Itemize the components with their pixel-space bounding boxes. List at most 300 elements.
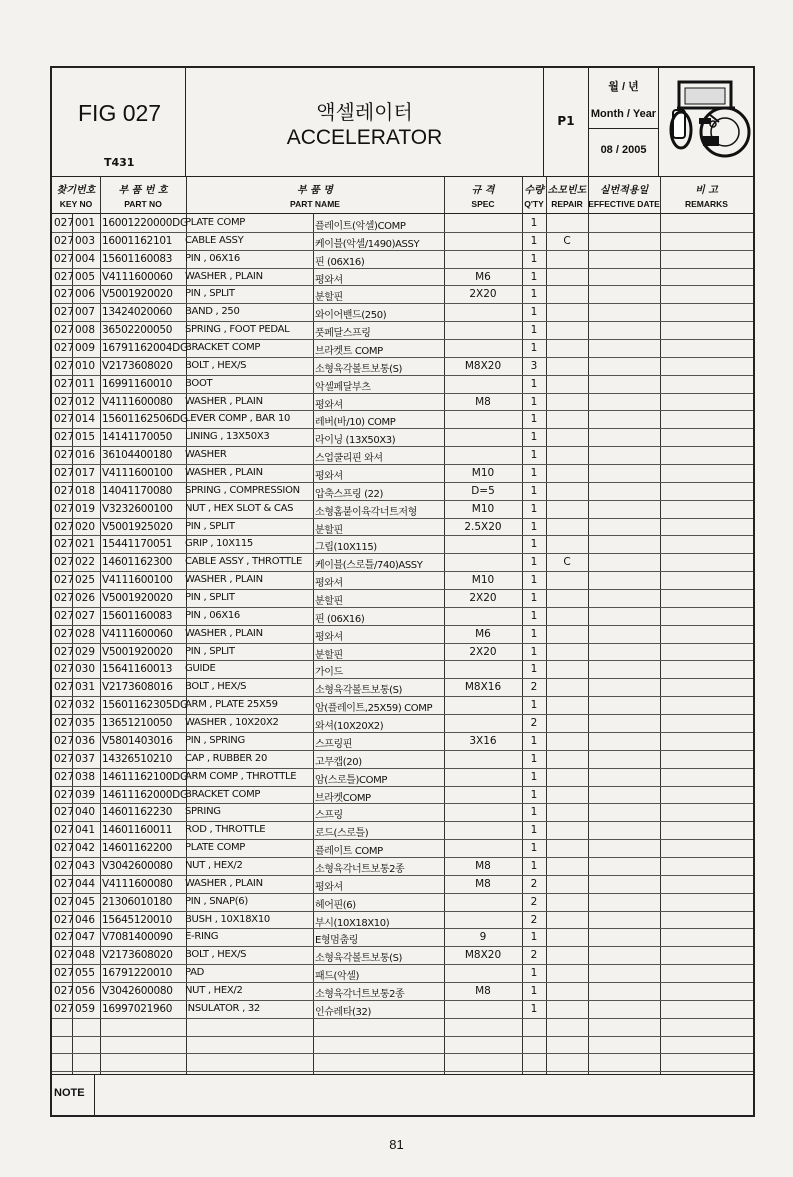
part-name-korean: 분할핀 [315,596,343,608]
part-name-korean: 평와셔 [315,471,343,483]
part-number: V4111600080 [102,395,173,408]
key-number: 028 [75,627,96,640]
quantity: 1 [530,824,538,837]
part-name-korean: 분할핀 [315,649,343,661]
key-number: 014 [75,413,96,426]
key-number: 026 [75,592,96,605]
key-number: 007 [75,306,96,319]
table-row [52,787,753,805]
spec-value: M10 [471,467,495,480]
part-name-korean: 와셔(10X20X2) [315,721,384,733]
key-number: 031 [75,681,96,694]
part-number: 14601162200 [102,842,173,855]
spec-value: 9 [479,931,487,944]
part-name-english: SPRING , FOOT PEDAL [185,324,290,336]
part-name-english: WASHER [185,449,227,461]
quantity: 1 [530,663,538,676]
part-name-english: PIN , 06X16 [185,609,240,621]
part-number: 16791220010 [102,967,173,980]
figure-ref: 027 [54,877,75,890]
tractor-icon [663,74,749,164]
key-number: 030 [75,663,96,676]
quantity: 1 [530,842,538,855]
spec-value: 2X20 [469,645,497,658]
col-remarks-ko: 비 고 [695,185,718,196]
part-name-korean: 라이닝 (13X50X3) [315,435,396,447]
figure-ref: 027 [54,859,75,872]
figure-ref: 027 [54,288,75,301]
table-row [52,447,753,465]
empty-table-row [52,1037,753,1055]
key-number: 042 [75,842,96,855]
quantity: 1 [530,234,538,247]
part-name-english: BRACKET COMP [185,788,261,800]
part-number: V3042600080 [102,859,173,872]
part-name-english: WASHER , PLAIN [185,270,263,282]
figure-ref: 027 [54,592,75,605]
table-row [52,858,753,876]
part-name-english: BRACKET COMP [185,342,261,354]
table-row [52,269,753,287]
key-number: 008 [75,324,96,337]
quantity: 1 [530,556,538,569]
key-number: 027 [75,609,96,622]
quantity: 1 [530,931,538,944]
part-name-english: WASHER , PLAIN [185,627,263,639]
key-number: 001 [75,217,96,229]
part-number: V5001920020 [102,288,173,301]
part-name-korean: 인슈레타(32) [315,1006,371,1018]
table-row [52,697,753,715]
part-number: V5801403016 [102,734,173,747]
quantity: 2 [530,877,538,890]
key-number: 005 [75,270,96,283]
spec-value: M8X20 [464,359,502,372]
table-row [52,876,753,894]
figure-ref: 027 [54,806,75,819]
key-number: 025 [75,574,96,587]
date-value: 08 / 2005 [600,144,647,156]
spec-value: M8 [475,395,491,408]
part-number: 16991160010 [102,377,173,390]
page-code-cell [544,68,589,176]
date-label-korean: 월 / 년 [608,81,639,93]
key-number: 043 [75,859,96,872]
quantity: 1 [530,306,538,319]
part-number: V4111600060 [102,627,173,640]
part-name-korean: 케이블(스로틀/740)ASSY [315,560,423,572]
col-qty-en: Q'TY [524,199,544,209]
date-cell [589,68,659,176]
quantity: 1 [530,395,538,408]
quantity: 2 [530,717,538,730]
table-row [52,304,753,322]
part-number: V3232600100 [102,502,173,515]
table-row [52,912,753,930]
figure-ref: 027 [54,377,75,390]
table-row [52,947,753,965]
title-english: ACCELERATOR [286,126,443,149]
key-number: 047 [75,931,96,944]
figure-ref: 027 [54,967,75,980]
table-row [52,465,753,483]
table-row [52,483,753,501]
key-number: 004 [75,252,96,265]
quantity: 1 [530,324,538,337]
figure-ref: 027 [54,1002,75,1015]
quantity: 1 [530,502,538,515]
spec-value: M6 [475,270,491,283]
part-name-korean: E형멈춤링 [315,935,358,947]
table-row [52,661,753,679]
table-row [52,608,753,626]
part-name-korean: 풋페달스프링 [315,328,371,340]
page-number: 81 [389,1137,404,1152]
table-row [52,358,753,376]
quantity: 1 [530,984,538,997]
figure-ref: 027 [54,449,75,462]
part-name-english: E-RING [185,931,219,943]
table-row [52,929,753,947]
col-qty-ko: 수량 [524,185,544,196]
part-number: 14611162100DG [102,770,188,783]
table-row [52,233,753,251]
part-name-english: ROD , THROTTLE [185,824,266,836]
key-number: 029 [75,645,96,658]
spec-value: 3X16 [469,734,497,747]
figure-ref: 027 [54,984,75,997]
quantity: 1 [530,342,538,355]
figure-ref: 027 [54,324,75,337]
key-number: 022 [75,556,96,569]
part-number: 14601162230 [102,806,173,819]
key-number: 010 [75,359,96,372]
figure-ref: 027 [54,234,75,247]
quantity: 1 [530,788,538,801]
part-name-english: BUSH , 10X18X10 [185,913,270,925]
key-number: 019 [75,502,96,515]
part-name-korean: 로드(스로틀) [315,828,369,840]
table-row [52,733,753,751]
part-number: 21306010180 [102,895,173,908]
part-name-korean: 분할핀 [315,524,343,536]
quantity: 1 [530,1002,538,1015]
col-repair-ko: 소모빈도 [547,185,587,196]
part-number: 16791162004DG [102,342,188,355]
part-name-english: SPRING [185,806,221,818]
quantity: 1 [530,699,538,712]
part-number: 14611162000DG [102,788,188,801]
figure-ref: 027 [54,627,75,640]
table-row [52,983,753,1001]
quantity: 1 [530,520,538,533]
figure-ref: 027 [54,467,75,480]
figure-ref: 027 [54,770,75,783]
part-name-korean: 가이드 [315,667,343,679]
part-number: V5001920020 [102,592,173,605]
part-name-english: WASHER , PLAIN [185,467,263,479]
col-partno-ko: 부 품 번 호 [118,185,168,196]
table-row [52,1001,753,1019]
spec-value: M10 [471,574,495,587]
table-row [52,251,753,269]
quantity: 2 [530,681,538,694]
part-number: 14141170050 [102,431,173,444]
quantity: 2 [530,949,538,962]
part-name-english: NUT , HEX/2 [185,984,243,996]
part-number: 14601162300 [102,556,173,569]
key-number: 046 [75,913,96,926]
part-name-korean: 소형홈붙이육각너트저형 [315,506,417,518]
figure-cell [52,68,186,176]
key-number: 012 [75,395,96,408]
key-number: 011 [75,377,96,390]
spec-value: 2X20 [469,592,497,605]
part-name-korean: 분할핀 [315,292,343,304]
part-name-korean: 헤어핀(6) [315,899,356,911]
figure-ref: 027 [54,609,75,622]
spec-value: M10 [471,502,495,515]
key-number: 036 [75,734,96,747]
table-row [52,590,753,608]
figure-ref: 027 [54,359,75,372]
spec-value: D=5 [471,484,495,497]
date-label-english: Month / Year [590,108,657,120]
table-row [52,215,753,233]
part-number: V4111600080 [102,877,173,890]
quantity: 1 [530,377,538,390]
title-korean: 액셀레이터 [316,100,413,124]
col-name-en: PART NAME [290,199,340,209]
spec-value: M8 [475,859,491,872]
figure-ref: 027 [54,717,75,730]
col-repair-en: REPAIR [551,199,583,209]
table-row [52,429,753,447]
key-number: 020 [75,520,96,533]
part-name-korean: 핀 (06X16) [315,613,365,625]
figure-ref: 027 [54,413,75,426]
part-name-english: PIN , SPLIT [185,592,235,604]
part-name-english: CABLE ASSY , THROTTLE [185,556,303,568]
repair-frequency: C [563,234,571,247]
part-name-korean: 평와셔 [315,578,343,590]
quantity: 1 [530,288,538,301]
quantity: 1 [530,538,538,551]
part-name-korean: 암(스로틀)COMP [315,774,387,786]
part-number: 15645120010 [102,913,173,926]
quantity: 1 [530,752,538,765]
figure-ref: 027 [54,842,75,855]
key-number: 035 [75,717,96,730]
part-name-english: CAP , RUBBER 20 [185,752,268,764]
key-number: 017 [75,467,96,480]
part-name-english: NUT , HEX SLOT & CAS [185,502,294,514]
part-name-korean: 스프링 [315,810,343,822]
part-number: V7081400090 [102,931,173,944]
part-name-korean: 소형육각볼트보통(S) [315,953,403,965]
empty-table-row [52,1019,753,1037]
table-row [52,769,753,787]
empty-table-row [52,1054,753,1072]
part-number: V2173608016 [102,681,173,694]
part-name-korean: 평와셔 [315,399,343,411]
part-number: 16997021960 [102,1002,173,1015]
quantity: 1 [530,484,538,497]
tractor-image-cell [659,68,753,176]
key-number: 045 [75,895,96,908]
parts-list-sheet [50,66,755,1117]
quantity: 1 [530,627,538,640]
quantity: 1 [530,252,538,265]
table-row [52,322,753,340]
col-spec-en: SPEC [471,199,495,209]
part-name-english: PIN , SPLIT [185,288,235,300]
table-row [52,501,753,519]
part-name-english: WASHER , PLAIN [185,877,263,889]
part-name-korean: 레버(바/10) COMP [315,417,396,429]
figure-ref: 027 [54,895,75,908]
note-label: NOTE [54,1087,85,1099]
key-number: 021 [75,538,96,551]
figure-ref: 027 [54,681,75,694]
part-name-english: PIN , SPLIT [185,520,235,532]
quantity: 1 [530,859,538,872]
part-name-english: BOLT , HEX/S [185,681,247,693]
key-number: 044 [75,877,96,890]
spec-value: M8X20 [464,949,502,962]
table-row [52,572,753,590]
part-number: V2173608020 [102,359,173,372]
quantity: 1 [530,413,538,426]
part-number: V4111600060 [102,270,173,283]
table-row [52,340,753,358]
table-row [52,804,753,822]
part-number: 14326510210 [102,752,173,765]
part-number: 15601160083 [102,252,173,265]
key-number: 059 [75,1002,96,1015]
table-row [52,519,753,537]
col-remarks-en: REMARKS [685,199,728,209]
figure-ref: 027 [54,538,75,551]
part-name-english: PIN , SNAP(6) [185,895,248,907]
part-number: 15441170051 [102,538,173,551]
spec-value: M8 [475,877,491,890]
key-number: 037 [75,752,96,765]
part-number: 13424020060 [102,306,173,319]
part-name-english: WASHER , 10X20X2 [185,717,279,729]
figure-ref: 027 [54,663,75,676]
quantity: 1 [530,645,538,658]
spec-value: M6 [475,627,491,640]
part-name-english: PIN , SPRING [185,734,245,746]
part-number: 15601162506DG [102,413,188,426]
part-number: V4111600100 [102,467,173,480]
table-row [52,894,753,912]
quantity: 1 [530,270,538,283]
table-row [52,554,753,572]
part-number: 16001162101 [102,234,173,247]
part-number: 16001220000DG [102,217,188,229]
page-code: P1 [557,114,575,128]
figure-ref: 027 [54,484,75,497]
table-row [52,822,753,840]
table-row [52,626,753,644]
table-row [52,644,753,662]
quantity: 3 [530,359,538,372]
part-name-korean: 케이블(악셀/1490)ASSY [315,238,420,250]
part-name-english: NUT , HEX/2 [185,859,243,871]
key-number: 039 [75,788,96,801]
part-name-korean: 소형육각너트보통2종 [315,863,405,875]
figure-ref: 027 [54,217,75,229]
table-row [52,286,753,304]
part-name-english: BOOT [185,377,213,389]
part-number: 36104400180 [102,449,173,462]
part-name-korean: 평와셔 [315,631,343,643]
part-name-english: PAD [185,967,205,979]
key-number: 048 [75,949,96,962]
key-number: 016 [75,449,96,462]
quantity: 1 [530,431,538,444]
part-name-english: WASHER , PLAIN [185,395,263,407]
part-name-english: ARM , PLATE 25X59 [185,699,278,711]
key-number: 055 [75,967,96,980]
quantity: 1 [530,449,538,462]
figure-ref: 027 [54,645,75,658]
part-name-korean: 브라켓COMP [315,792,371,804]
figure-ref: 027 [54,342,75,355]
part-name-english: BAND , 250 [185,306,240,318]
figure-ref: 027 [54,520,75,533]
part-number: 13651210050 [102,717,173,730]
part-name-korean: 고무캡(20) [315,756,362,768]
key-number: 018 [75,484,96,497]
part-name-korean: 압축스프링 (22) [315,488,384,500]
table-row [52,394,753,412]
part-name-korean: 플레이트 COMP [315,846,383,858]
part-name-korean: 평와셔 [315,881,343,893]
part-name-english: INSULATOR , 32 [185,1002,260,1014]
part-name-english: BOLT , HEX/S [185,949,247,961]
figure-ref: 027 [54,431,75,444]
part-name-korean: 그립(10X115) [315,542,377,554]
part-name-korean: 스업쿨리핀 와셔 [315,453,383,465]
table-row [52,840,753,858]
quantity: 1 [530,592,538,605]
part-name-korean: 브라켓트 COMP [315,346,383,358]
figure-ref: 027 [54,913,75,926]
part-name-korean: 악셀페달부츠 [315,381,371,393]
figure-ref: 027 [54,306,75,319]
table-row [52,679,753,697]
part-name-english: PLATE COMP [185,217,246,228]
repair-frequency: C [563,556,571,569]
figure-ref: 027 [54,788,75,801]
key-number: 015 [75,431,96,444]
key-number: 040 [75,806,96,819]
spec-value: 2.5X20 [464,520,502,533]
part-name-korean: 소형육각볼트보통(S) [315,363,403,375]
part-name-korean: 소형육각볼트보통(S) [315,685,403,697]
figure-ref: 027 [54,556,75,569]
table-row [52,965,753,983]
quantity: 1 [530,217,538,229]
figure-ref: 027 [54,931,75,944]
part-name-english: ARM COMP , THROTTLE [185,770,297,782]
quantity: 1 [530,609,538,622]
quantity: 1 [530,734,538,747]
part-name-english: SPRING , COMPRESSION [185,484,300,496]
